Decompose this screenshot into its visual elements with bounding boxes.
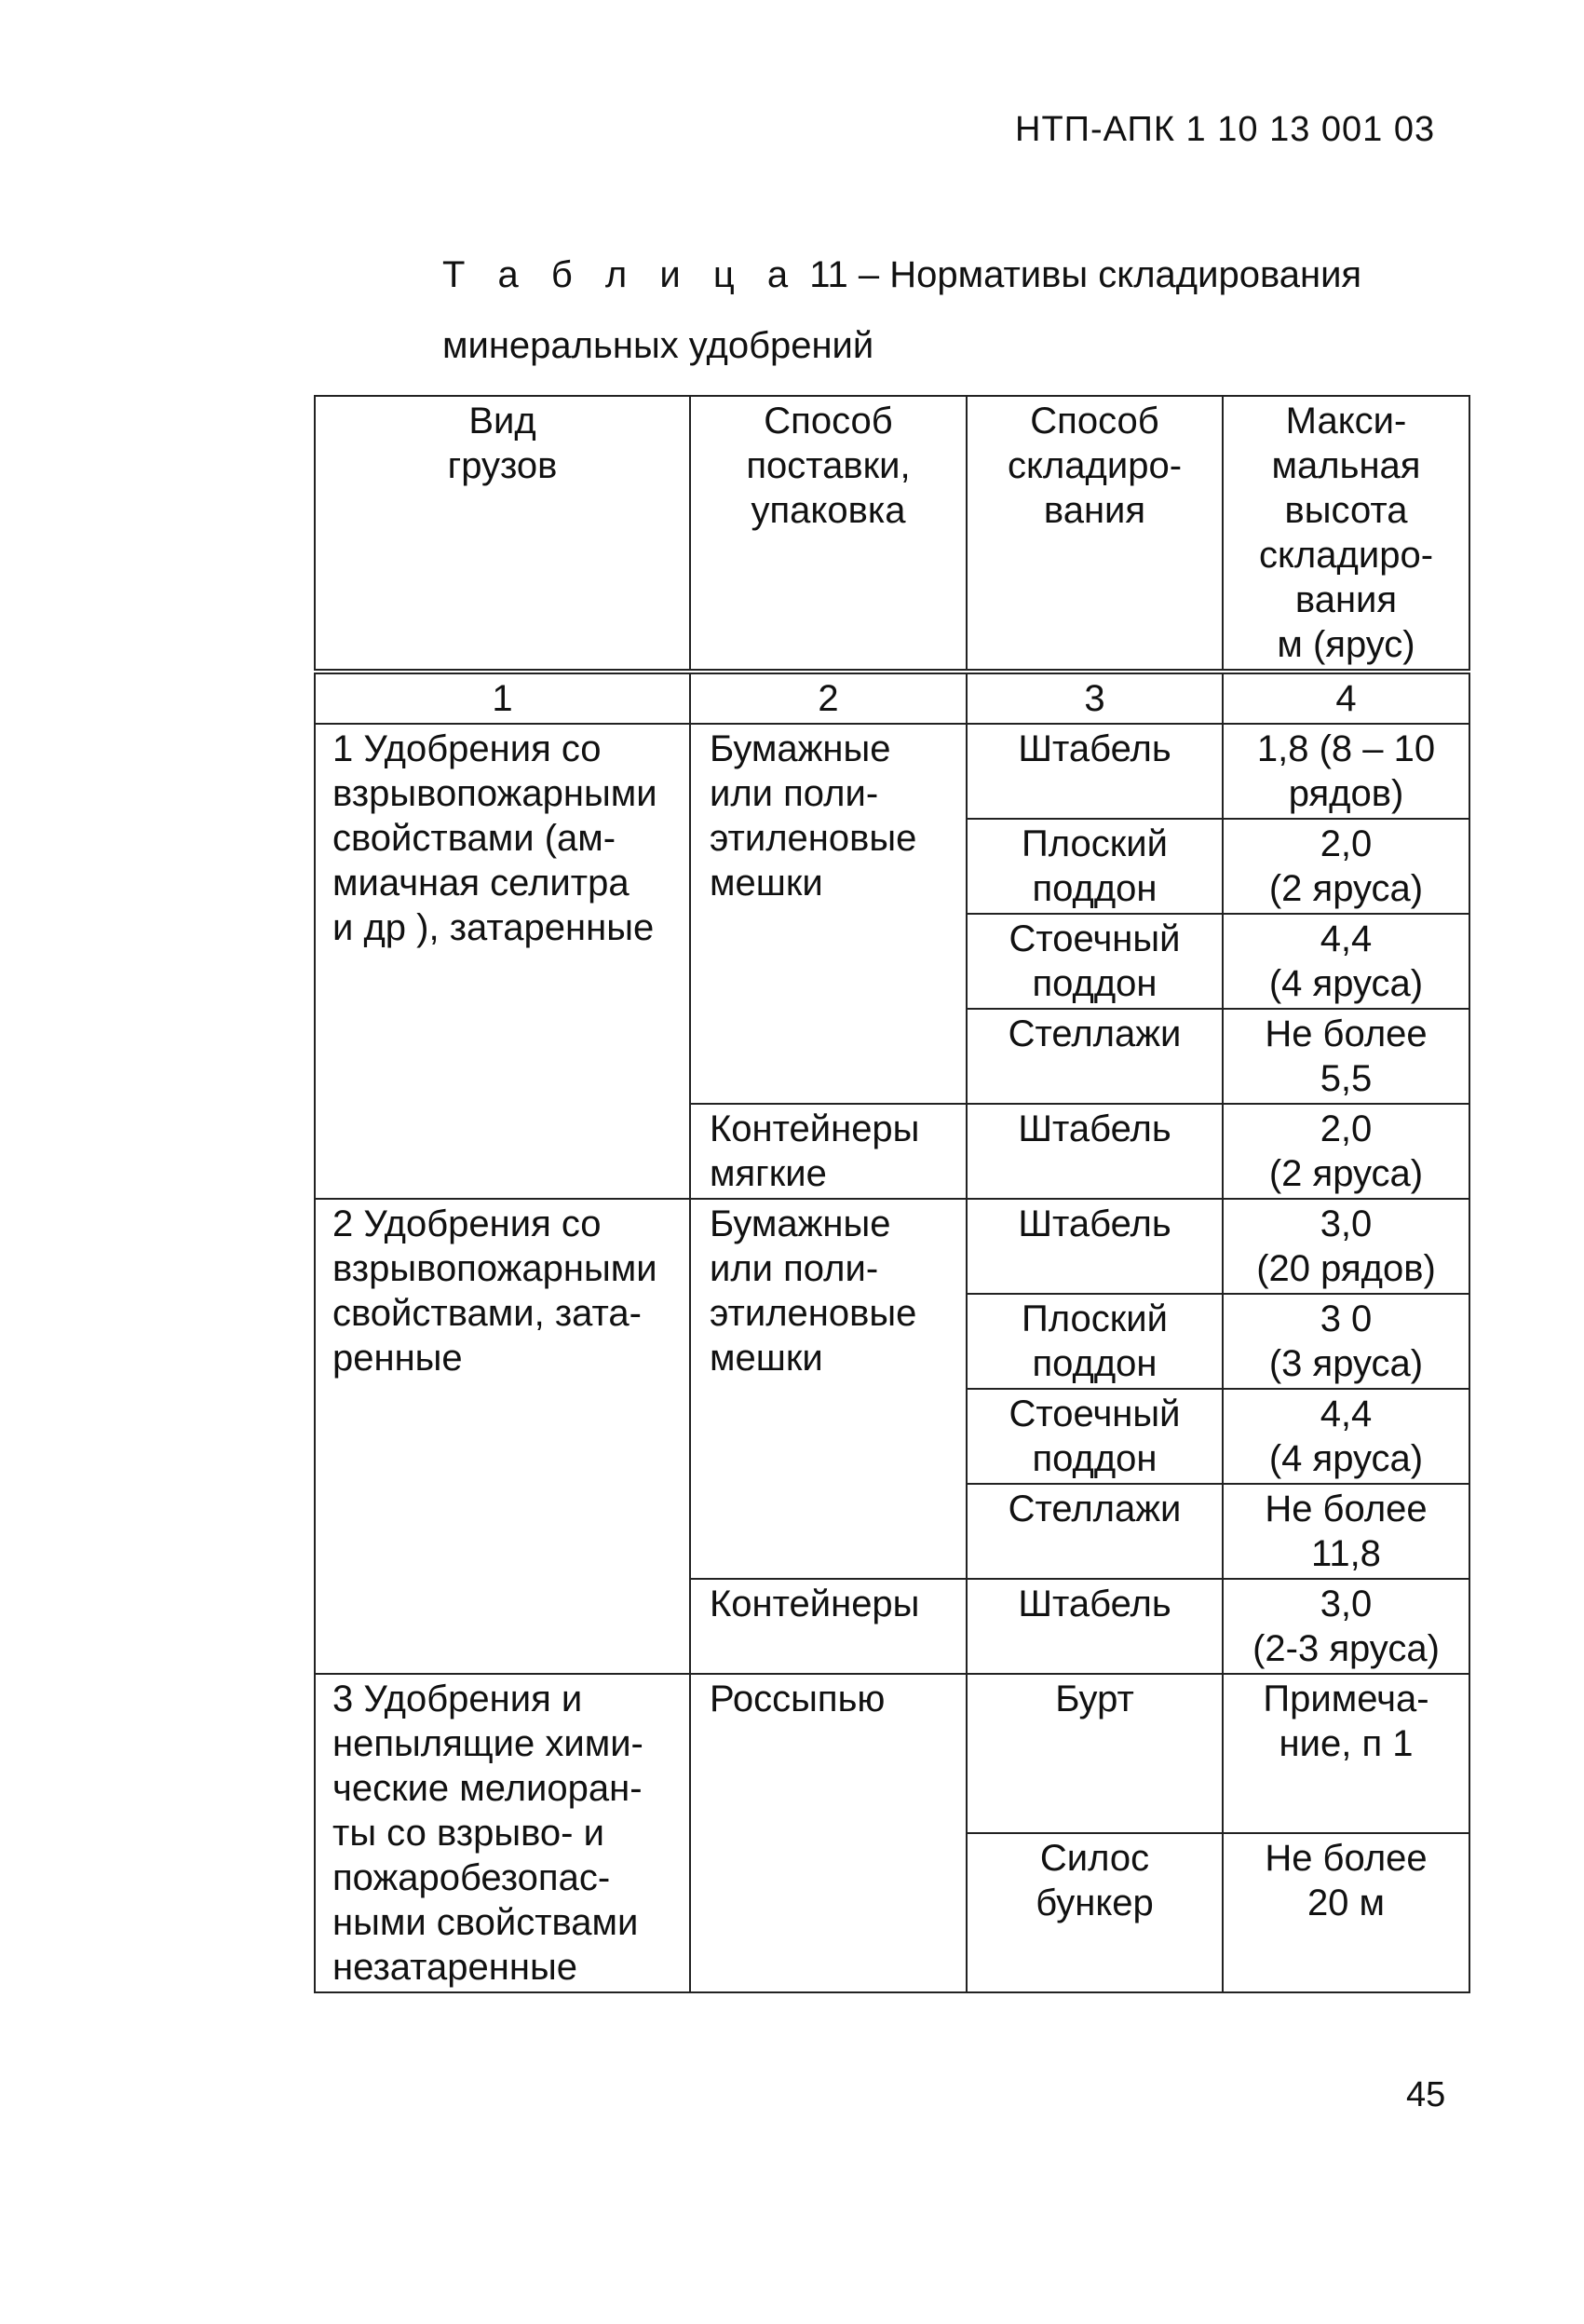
cell-line: Штабель [1018, 728, 1171, 769]
cell-line: бункер [1036, 1882, 1154, 1923]
cell-line: Стеллажи [1008, 1488, 1182, 1529]
cell-line: или поли- [710, 773, 879, 814]
header-cargo-type [315, 396, 690, 672]
cell-line: Макси- [1285, 401, 1407, 442]
column-number: 1 [315, 672, 690, 724]
cell-line: мешки [710, 1338, 823, 1379]
cell-line: Контейнеры [710, 1108, 920, 1149]
document-code: НТП-АПК 1 10 13 001 03 [1015, 110, 1436, 149]
cell-line: (3 яруса) [1268, 1343, 1424, 1384]
cargo-type-cell [315, 1674, 690, 1992]
max-height-cell [1223, 1009, 1469, 1104]
storage-method-cell [967, 1579, 1223, 1674]
table-row [315, 1674, 1469, 1833]
cell-line: (4 яруса) [1268, 1438, 1424, 1479]
caption-title-line2: минеральных удобрений [442, 325, 874, 366]
cell-line: Плоский [1022, 1298, 1168, 1339]
cell-line: Штабель [1018, 1203, 1171, 1244]
header-row [315, 396, 1469, 672]
max-height-cell [1223, 1389, 1469, 1484]
cell-line: поддон [1032, 1343, 1158, 1384]
cell-line: вания [1294, 579, 1398, 620]
max-height-cell [1223, 1484, 1469, 1579]
cell-line: (2 яруса) [1268, 1153, 1424, 1194]
cell-line: 1,8 (8 – 10 [1256, 728, 1436, 769]
max-height-cell [1223, 1674, 1469, 1833]
column-number: 3 [967, 672, 1223, 724]
cell-line: (4 яруса) [1268, 963, 1424, 1004]
cargo-type-cell [315, 1199, 690, 1674]
cell-line: поддон [1032, 1438, 1158, 1479]
cell-line: непылящие хими- [332, 1723, 643, 1764]
storage-method-cell [967, 1199, 1223, 1294]
column-number: 4 [1223, 672, 1469, 724]
caption-label: Т а б л и ц а [442, 254, 800, 295]
cell-line: пожаробезопас- [332, 1857, 611, 1898]
storage-norms-table [314, 395, 1470, 1993]
cell-line: 3 0 [1320, 1298, 1373, 1339]
cell-line: Бумажные [710, 1203, 891, 1244]
cell-line: 3 Удобрения и [332, 1678, 583, 1719]
max-height-cell [1223, 819, 1469, 914]
storage-method-cell [967, 1833, 1223, 1992]
max-height-cell [1223, 1579, 1469, 1674]
cell-line: поддон [1032, 963, 1158, 1004]
max-height-cell [1223, 1199, 1469, 1294]
table-caption [442, 239, 1467, 381]
max-height-cell [1223, 724, 1469, 819]
max-height-cell [1223, 1294, 1469, 1389]
supply-method-cell [690, 1674, 967, 1992]
storage-method-cell [967, 1389, 1223, 1484]
cell-line: 20 м [1306, 1882, 1386, 1923]
cell-line: 2,0 [1320, 823, 1373, 864]
cell-line: Не более [1265, 1488, 1428, 1529]
storage-method-cell [967, 1674, 1223, 1833]
cell-line: поставки, [746, 445, 911, 486]
storage-method-cell [967, 724, 1223, 819]
cell-line: 3,0 [1320, 1203, 1373, 1244]
cell-line: (2 яруса) [1268, 868, 1424, 909]
table-row [315, 724, 1469, 819]
cell-line: Способ [1030, 401, 1159, 442]
column-number-row [315, 672, 1469, 724]
cell-line: или поли- [710, 1248, 879, 1289]
cell-line: Силос [1039, 1838, 1150, 1879]
header-storage-method [967, 396, 1223, 672]
cell-line: Стеллажи [1008, 1013, 1182, 1054]
cell-line: мягкие [710, 1153, 827, 1194]
storage-method-cell [967, 819, 1223, 914]
cell-line: незатаренные [332, 1947, 577, 1988]
storage-method-cell [967, 914, 1223, 1009]
cell-line: Бумажные [710, 728, 891, 769]
cell-line: взрывопожарными [332, 1248, 657, 1289]
cell-line: взрывопожарными [332, 773, 657, 814]
cell-line: (2-3 яруса) [1252, 1628, 1440, 1669]
cell-line: этиленовые [710, 1293, 917, 1334]
cell-line: складиро- [1258, 535, 1434, 576]
cell-line: 3,0 [1320, 1583, 1373, 1624]
max-height-cell [1223, 914, 1469, 1009]
cell-line: мешки [710, 863, 823, 904]
max-height-cell [1223, 1833, 1469, 1992]
storage-method-cell [967, 1294, 1223, 1389]
cell-line: мальная [1271, 445, 1421, 486]
cell-line: Не более [1265, 1013, 1428, 1054]
cell-line: поддон [1032, 868, 1158, 909]
cell-line: Способ [764, 401, 893, 442]
column-number: 2 [690, 672, 967, 724]
cell-line: ние, п 1 [1279, 1723, 1414, 1764]
caption-title: 11 – Нормативы складирования [799, 254, 1362, 295]
cell-line: свойствами (ам- [332, 818, 616, 859]
cell-line: Примеча- [1263, 1678, 1429, 1719]
cell-line: 11,8 [1311, 1533, 1381, 1574]
cell-line: м (ярус) [1277, 624, 1415, 665]
cell-line: складиро- [1007, 445, 1183, 486]
max-height-cell [1223, 1104, 1469, 1199]
cell-line: 2,0 [1320, 1108, 1373, 1149]
cell-line: вания [1043, 490, 1146, 531]
cell-line: Штабель [1018, 1583, 1171, 1624]
header-max-height [1223, 396, 1469, 672]
cell-line: 5,5 [1320, 1058, 1373, 1099]
cell-line: (20 рядов) [1256, 1248, 1436, 1289]
page-number: 45 [1406, 2075, 1446, 2114]
cell-line: ческие мелиоран- [332, 1768, 643, 1809]
cell-line: Вид [468, 401, 536, 442]
cargo-type-cell [315, 724, 690, 1199]
storage-method-cell [967, 1009, 1223, 1104]
storage-method-cell [967, 1484, 1223, 1579]
cell-line: грузов [447, 445, 558, 486]
cell-line: ными свойствами [332, 1902, 639, 1943]
cell-line: высота [1284, 490, 1408, 531]
cell-line: этиленовые [710, 818, 917, 859]
cell-line: 4,4 [1320, 1393, 1373, 1434]
cell-line: Россыпью [710, 1678, 886, 1719]
header-supply-method [690, 396, 967, 672]
cell-line: Стоечный [1009, 1393, 1181, 1434]
cell-line: 1 Удобрения со [332, 728, 602, 769]
cell-line: Не более [1265, 1838, 1428, 1879]
supply-method-cell [690, 1579, 967, 1674]
cell-line: миачная селитра [332, 863, 630, 904]
supply-method-cell [690, 724, 967, 1104]
supply-method-cell [690, 1199, 967, 1579]
storage-method-cell [967, 1104, 1223, 1199]
cell-line: Контейнеры [710, 1583, 920, 1624]
cell-line: и др ), затаренные [332, 907, 655, 948]
cell-line: ты со взрыво- и [332, 1813, 604, 1854]
cell-line: ренные [332, 1338, 463, 1379]
cell-line: Плоский [1022, 823, 1168, 864]
cell-line: Бурт [1055, 1678, 1134, 1719]
cell-line: 2 Удобрения со [332, 1203, 602, 1244]
cell-line: Штабель [1018, 1108, 1171, 1149]
cell-line: Стоечный [1009, 918, 1181, 959]
cell-line: рядов) [1288, 773, 1404, 814]
cell-line: упаковка [751, 490, 906, 531]
cell-line: 4,4 [1320, 918, 1373, 959]
supply-method-cell [690, 1104, 967, 1199]
table-row [315, 1199, 1469, 1294]
cell-line: свойствами, зата- [332, 1293, 642, 1334]
